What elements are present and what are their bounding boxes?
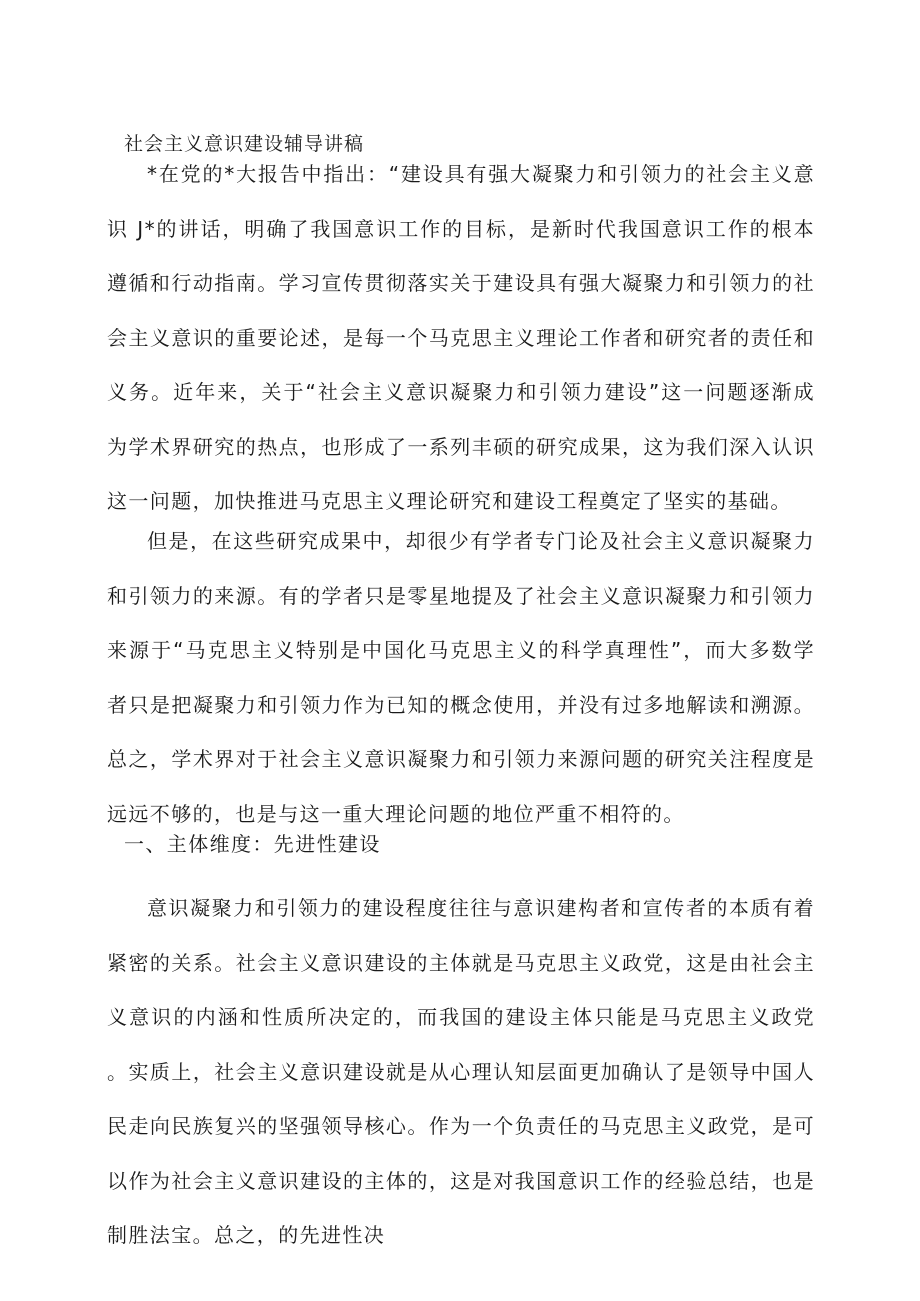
document-title: 社会主义意识建设辅导讲稿 <box>124 133 365 155</box>
paragraph-research-gap: 但是，在这些研究成果中，却很少有学者专门论及社会主义意识凝聚力和引领力的来源。有的学者只是零星地提及了社会主义意识凝聚力和引领力来源于“马克思主义特别是中国化马克思主义的科学真理性”，而大多数学者只是把凝聚力和引领力作为已知的概念使用，并没有过多地解读和溯源。总之，学术界对于社会主义意识凝聚力和引领力来源问题的研究关注程度是远远不够的，也是与这一重大理论问题的地位严重不相符的。 <box>107 529 815 826</box>
paragraph-intro: *在党的*大报告中指出：“建设具有强大凝聚力和引领力的社会主义意识 J*的讲话，明确了我国意识工作的目标，是新时代我国意识工作的根本遵循和行动指南。学习宣传贯彻落实关于建设具有强大凝聚力和引领力的社会主义意识的重要论述，是每一个马克思主义理论工作者和研究者的责任和义务。近年来，关于“社会主义意识凝聚力和引领力建设”这一问题逐渐成为学术界研究的热点，也形成了一系列丰硕的研究成果，这为我们深入认识这一问题，加快推进马克思主义理论研究和建设工程奠定了坚实的基础。 <box>107 162 815 513</box>
section-heading: 一、主体维度：先进性建设 <box>124 832 381 856</box>
paragraph-subject-dimension: 意识凝聚力和引领力的建设程度往往与意识建构者和宣传者的本质有着紧密的关系。社会主义意识建设的主体就是马克思主义政党，这是由社会主义意识的内涵和性质所决定的，而我国的建设主体只能是马克思主义政党 。实质上，社会主义意识建设就是从心理认知层面更加确认了是领导中国人民走向民族复兴的坚强领导核心。作为一个负责任的马克思主义政党，是可以作为社会主义意识建设的主体的，这是对我国意识工作的经验总结，也是制胜法宝。总之，的先进性决 <box>107 896 815 1247</box>
